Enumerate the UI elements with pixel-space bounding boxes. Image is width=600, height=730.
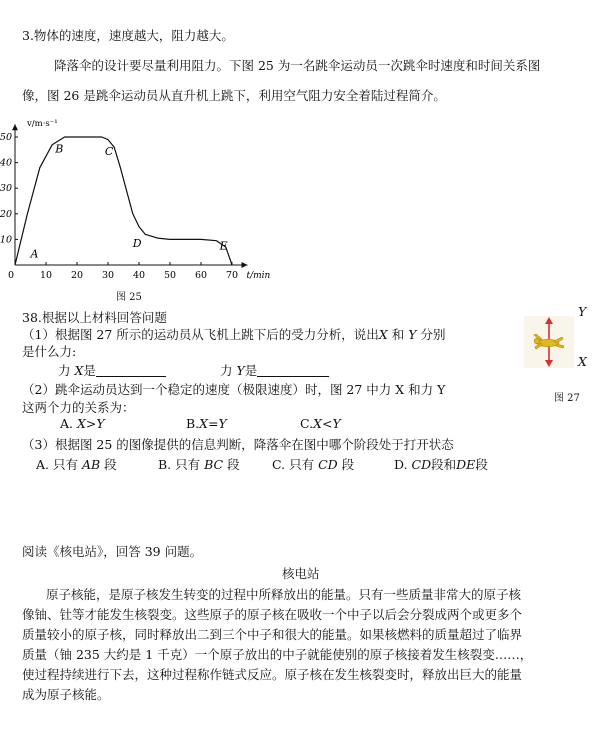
point-label-d: D [132,237,142,251]
reading-line-3: 质量较小的原子核，同时释放出二到三个中子和很大的能量。如果核燃料的质量超过了临界 [22,627,523,642]
section3-intro-line2: 像，图 26 是跳伞运动员从直升机上跳下，利用空气阻力安全着陆过程简介。 [22,88,446,103]
q38-option-c[interactable] [300,416,341,431]
x-tick-label: 30 [101,270,115,281]
force-y-is: 是 [244,363,258,378]
x-tick-label: 10 [39,270,53,281]
q38-option-a-letter: A. [60,416,74,431]
q38-option-a[interactable] [60,416,105,431]
x-axis-unit-label: t/min [246,271,271,281]
point-label-b: B [55,142,64,156]
y-tick-label: 40 [0,157,12,169]
p3-opt-c-post: 段 [341,457,355,472]
point-label-c: C [104,144,114,158]
y-axis-arrowhead [12,124,18,130]
x-tick-label: 20 [70,270,84,281]
q38-part1-line2: 是什么力: [22,344,77,359]
q38-part2-line1: （2）跳伞运动员达到一个稳定的速度（极限速度）时，图 27 中力 X 和力 Y [22,382,446,397]
figure25-caption: 图 25 [116,292,142,303]
reading-line-4: 质量（铀 235 大约是 1 千克）一个原子放出的中子就能使别的原子核接着发生核裂变……， [22,647,533,662]
speed-curve [15,137,232,265]
figure27-caption: 图 27 [554,393,580,404]
force-y-label: 力 [220,363,233,378]
section3-intro-line1: 降落伞的设计要尽量利用阻力。下图 25 为一名跳伞运动员一次跳伞时速度和时间关系图 [54,58,541,73]
q38-option-c-text: X<Y [313,416,341,431]
q38-part1-line1 [22,325,445,343]
reading-intro: 阅读《核电站》，回答 39 问题。 [22,544,203,559]
figure27-label-x: X [578,354,587,369]
speed-time-chart [0,108,290,288]
force-x-var: X [74,363,84,378]
point-label-a: A [30,247,39,261]
q38-option-a-text: X>Y [77,416,105,431]
p3-opt-b-pre: B. 只有 [158,457,201,472]
reading-line-1: 原子核能，是原子核发生转变的过程中所释放出的能量。只有一些质量非常大的原子核 [46,587,522,602]
reading-title: 核电站 [282,566,320,581]
origin-label: 0 [7,270,15,281]
force-x-blank[interactable] [96,364,166,377]
q38-part3-option-b[interactable] [158,455,240,473]
y-tick-label: 50 [0,132,12,143]
q38-part3-option-a[interactable] [36,455,117,473]
reading-line-6: 成为原子核能。 [22,687,110,702]
p3-opt-d-post: 段 [475,457,488,472]
p3-opt-a-pre: A. 只有 [36,457,78,472]
x-axis-arrowhead [242,262,248,268]
q38-var-y: Y [408,327,417,342]
reading-line-5: 使过程持续进行下去，这种过程称作链式反应。原子核在发生核裂变时，释放出巨大的能量 [22,667,523,682]
force-x-answer-row [58,361,166,379]
q38-part3-option-c[interactable] [272,455,354,473]
p3-opt-a-seg: AB [81,457,101,472]
point-label-e: E [219,239,228,253]
y-tick-label: 10 [0,234,12,246]
y-tick-label: 20 [0,208,12,220]
q38-option-c-letter: C. [300,416,314,431]
force-x-label: 力 [58,363,71,378]
force-x-is: 是 [83,363,96,378]
p3-opt-b-seg: BC [204,457,224,472]
q38-and: 和 [391,327,405,342]
y-tick-label: 30 [0,183,12,195]
force-y-var: Y [236,363,245,378]
p3-opt-c-pre: C. 只有 [272,457,315,472]
force-y-blank[interactable] [257,364,329,377]
p3-opt-a-post: 段 [104,457,117,472]
q38-part1-text: （1）根据图 27 所示的运动员从飞机上跳下后的受力分析，说出 [22,327,379,342]
q38-tail: 分别 [420,327,446,342]
q38-var-x: X [378,327,388,342]
x-tick-label: 70 [225,270,239,281]
p3-opt-b-post: 段 [227,457,240,472]
q38-option-b[interactable] [186,416,227,431]
x-tick-label: 40 [132,270,146,281]
force-y-answer-row [220,361,329,379]
q38-option-b-text: X=Y [199,416,227,431]
p3-opt-d-mid: 段和 [431,457,457,472]
x-tick-label: 50 [163,270,177,281]
p3-opt-d-seg1: CD [411,457,432,472]
q38-part2-line2: 这两个力的关系为： [22,400,135,415]
q38-part3-option-d[interactable] [394,455,488,473]
x-tick-label: 60 [194,270,208,281]
y-axis-unit-label: v/m·s⁻¹ [27,119,58,130]
p3-opt-d-seg2: DE [456,457,476,472]
q38-part3-line: （3）根据图 25 的图像提供的信息判断，降落伞在图中哪个阶段处于打开状态 [22,437,454,452]
q38-title: 38.根据以上材料回答问题 [22,310,167,325]
reading-line-2: 像铀、钍等才能发生核裂变。这些原子的原子核在吸收一个中子以后会分裂成两个或更多个 [22,607,523,622]
p3-opt-d-pre: D. [394,457,408,472]
figure27-label-y: Y [578,304,587,319]
section3-heading: 3.物体的速度，速度越大，阻力越大。 [22,28,234,43]
q38-option-b-letter: B. [186,416,200,431]
skydiver-force-diagram [524,316,574,368]
p3-opt-c-seg: CD [318,457,338,472]
